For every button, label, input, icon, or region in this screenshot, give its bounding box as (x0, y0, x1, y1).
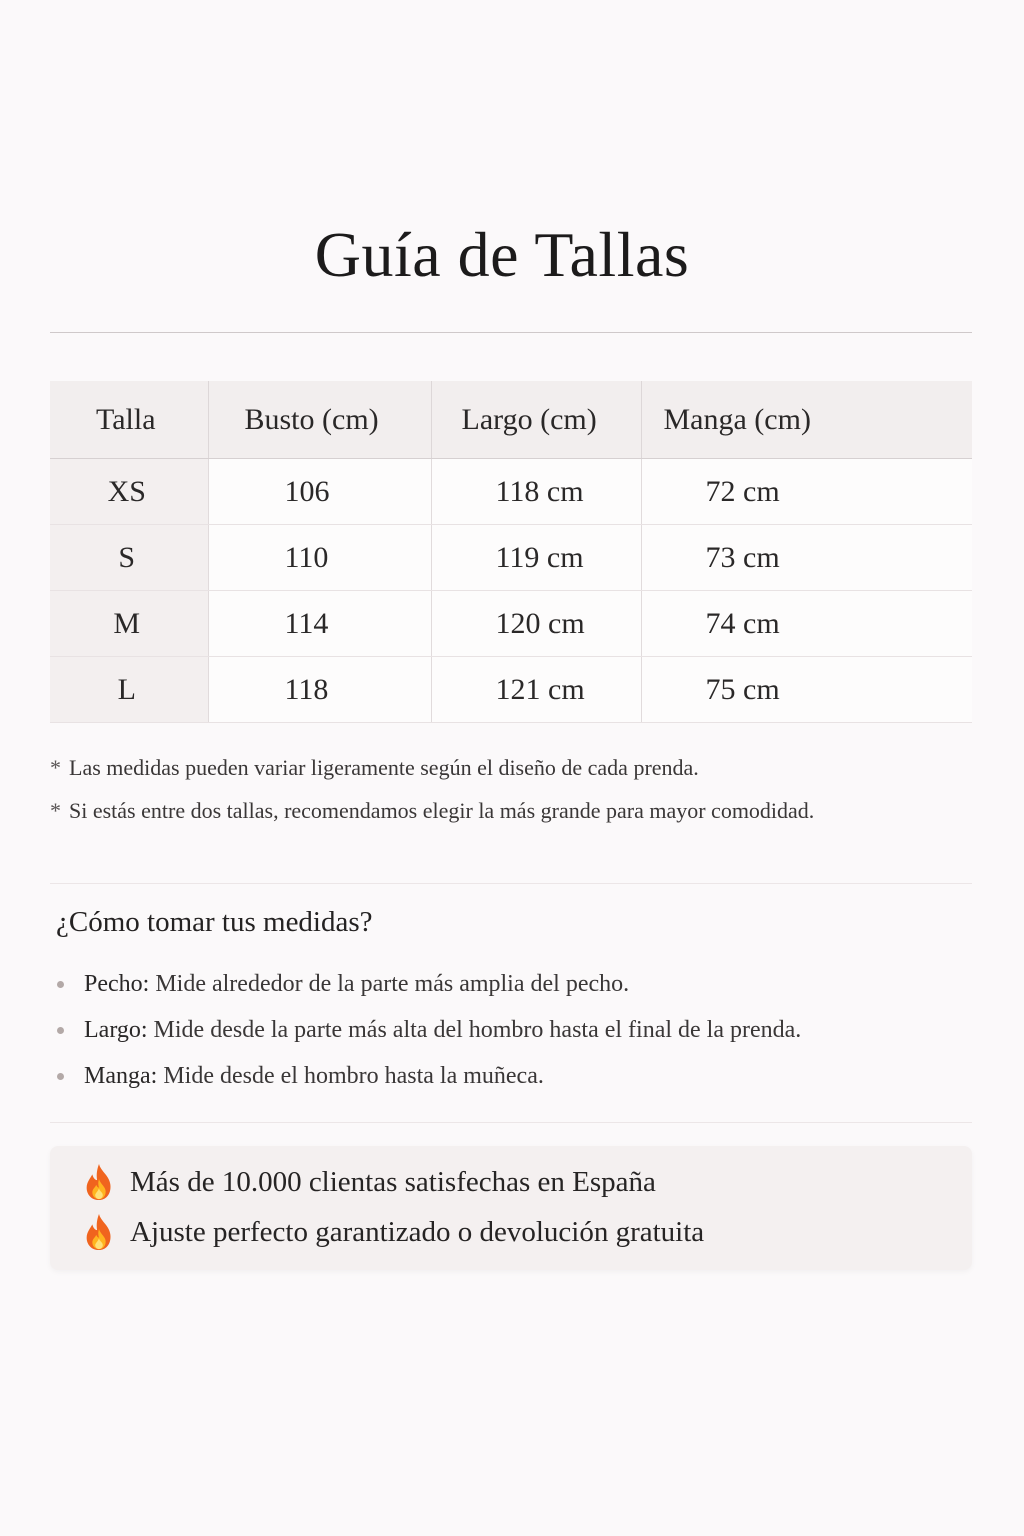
table-row (50, 525, 972, 591)
asterisk-marker: * (50, 755, 61, 780)
size-table (50, 381, 972, 723)
header-talla: Talla (50, 381, 208, 459)
page-title: Guía de Tallas (314, 219, 690, 290)
notes-divider (50, 883, 972, 884)
title-divider (50, 332, 972, 333)
table-row (50, 459, 972, 525)
table-row (50, 591, 972, 657)
howto-text: Mide desde el hombro hasta la muñeca. (163, 1063, 544, 1089)
bullet-dot-icon (57, 1027, 64, 1034)
bullet-dot-icon (57, 981, 64, 988)
howto-title: ¿Cómo tomar tus medidas? (56, 906, 373, 938)
trust-badge-satisfied (80, 1160, 656, 1204)
trust-badge-text: Ajuste perfecto garantizado o devolución gratuita (130, 1215, 705, 1248)
largo-cell: 119 cm (431, 525, 641, 591)
howto-term: Pecho: (84, 971, 150, 997)
list-item (56, 966, 986, 1012)
busto-cell: 114 (208, 591, 431, 657)
manga-cell: 72 cm (641, 459, 972, 525)
note-item (50, 795, 930, 826)
largo-cell: 121 cm (431, 657, 641, 723)
busto-cell: 106 (208, 459, 431, 525)
largo-cell: 120 cm (431, 591, 641, 657)
manga-cell: 74 cm (641, 591, 972, 657)
fire-icon (80, 1212, 118, 1252)
fire-icon (80, 1162, 118, 1202)
note-text: Si estás entre dos tallas, recomendamos elegir la más grande para mayor comodidad. (69, 798, 815, 823)
list-item (56, 1058, 986, 1104)
howto-term: Largo: (84, 1017, 148, 1043)
size-notes (50, 752, 930, 838)
manga-cell: 73 cm (641, 525, 972, 591)
header-busto: Busto (cm) (208, 381, 431, 459)
howto-list (56, 966, 986, 1104)
trust-badge-guarantee (80, 1210, 704, 1254)
size-cell: XS (50, 459, 208, 525)
howto-term: Manga: (84, 1063, 158, 1089)
size-cell: S (50, 525, 208, 591)
busto-cell: 110 (208, 525, 431, 591)
busto-cell: 118 (208, 657, 431, 723)
list-item (56, 1012, 986, 1058)
largo-cell: 118 cm (431, 459, 641, 525)
manga-cell: 75 cm (641, 657, 972, 723)
trust-badge-text: Más de 10.000 clientas satisfechas en España (130, 1165, 656, 1198)
howto-text: Mide desde la parte más alta del hombro hasta el final de la prenda. (153, 1017, 802, 1043)
header-largo: Largo (cm) (431, 381, 641, 459)
note-text: Las medidas pueden variar ligeramente según el diseño de cada prenda. (69, 755, 699, 780)
howto-divider (50, 1122, 972, 1123)
size-cell: M (50, 591, 208, 657)
table-row (50, 657, 972, 723)
size-cell: L (50, 657, 208, 723)
note-item (50, 752, 930, 783)
asterisk-marker: * (50, 798, 61, 823)
trust-badges (50, 1146, 972, 1270)
howto-text: Mide alrededor de la parte más amplia del pecho. (155, 971, 630, 997)
bullet-dot-icon (57, 1073, 64, 1080)
header-manga: Manga (cm) (641, 381, 972, 459)
size-table-header-row (50, 381, 972, 459)
